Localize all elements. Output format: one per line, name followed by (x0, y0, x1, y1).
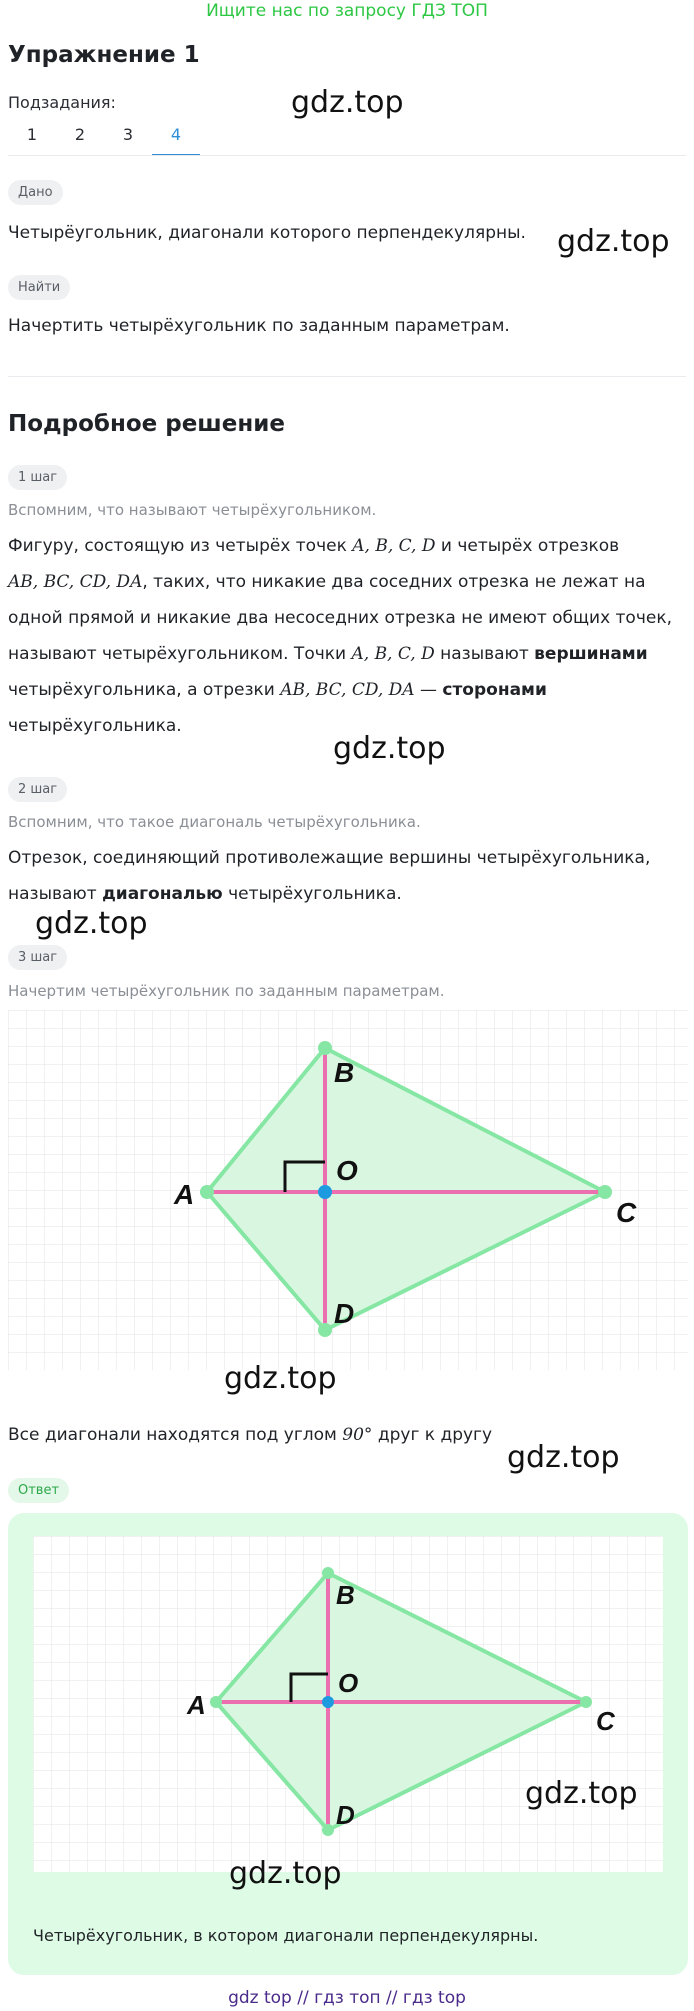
watermark: gdz.top (229, 1856, 342, 1891)
tab-4[interactable]: 4 (152, 124, 200, 156)
vertex-a (210, 1696, 222, 1708)
label-o: O (338, 1668, 359, 1698)
line: Фигуру, состоящую из четырёх точек A, B, C, D и четырёх отрезков (8, 536, 620, 556)
label-o: O (336, 1155, 358, 1186)
answer-badge: Ответ (8, 1478, 69, 1503)
tab-3[interactable]: 3 (122, 125, 134, 144)
footer-links: gdz top // гдз топ // гдз top (228, 1988, 466, 2008)
step-3-conclusion: Все диагонали находятся под углом 90° друг к другу (8, 1425, 493, 1445)
line: одной прямой и никакие два несоседних отрезка не имеют общих точек, (8, 608, 673, 628)
watermark: gdz.top (35, 906, 148, 941)
divider (8, 155, 686, 156)
center-point (322, 1696, 334, 1708)
step-2-badge: 2 шаг (8, 777, 67, 802)
solution-title: Подробное решение (8, 411, 285, 437)
find-badge: Найти (8, 275, 70, 300)
line: четырёхугольника. (8, 716, 182, 736)
answer-text: Четырёхугольник, в котором диагонали перпендекулярны. (33, 1926, 539, 1945)
watermark: gdz.top (333, 731, 446, 766)
center-point (318, 1185, 332, 1199)
answer-figure (33, 1536, 663, 1872)
vertex-b (318, 1041, 332, 1055)
vertex-d (322, 1824, 334, 1836)
vertex-b (322, 1567, 334, 1579)
step-3-badge: 3 шаг (8, 945, 67, 970)
label-c: C (596, 1706, 615, 1736)
subtasks-label: Подзадания: (8, 93, 116, 112)
vertex-a (200, 1185, 214, 1199)
label-c: C (616, 1197, 637, 1228)
watermark: gdz.top (291, 85, 404, 120)
vertex-d (318, 1323, 332, 1337)
tab-2[interactable]: 2 (74, 125, 86, 144)
label-a: A (174, 1179, 195, 1210)
step-2-body (8, 840, 688, 912)
label-a: A (187, 1690, 206, 1720)
step-2-hint: Вспомним, что такое диагональ четырёхугольника. (8, 813, 421, 831)
tab-1[interactable]: 1 (26, 125, 38, 144)
step-1-badge: 1 шаг (8, 465, 67, 490)
step-1-hint: Вспомним, что называют четырёхугольником. (8, 501, 377, 519)
line: AB, BC, CD, DA, таких, что никакие два соседних отрезка не лежат на (8, 572, 646, 592)
divider (8, 376, 686, 377)
label-b: B (334, 1057, 355, 1088)
find-text: Начертить четырёхугольник по заданным параметрам. (8, 316, 510, 336)
watermark: gdz.top (525, 1776, 638, 1811)
step-1-body (8, 528, 688, 744)
watermark: gdz.top (557, 224, 670, 259)
subtask-tabs (8, 124, 200, 156)
exercise-title: Упражнение 1 (8, 42, 200, 68)
line: называют диагональю четырёхугольника. (8, 884, 402, 904)
step-3-hint: Начертим четырёхугольник по заданным параметрам. (8, 982, 445, 1000)
watermark: gdz.top (507, 1440, 620, 1475)
watermark: gdz.top (224, 1361, 337, 1396)
given-text: Четырёугольник, диагонали которого перпендекулярны. (8, 223, 526, 243)
vertex-c (598, 1185, 612, 1199)
given-badge: Дано (8, 180, 63, 205)
line: четырёхугольника, а отрезки AB, BC, CD, DA — сторонами (8, 680, 547, 700)
quadrilateral-figure (8, 1010, 688, 1370)
vertex-c (580, 1696, 592, 1708)
label-b: B (336, 1580, 355, 1610)
search-banner: Ищите нас по запросу ГДЗ ТОП (206, 1, 488, 21)
label-d: D (334, 1298, 355, 1329)
line: называют четырёхугольником. Точки A, B, C, D называют вершинами (8, 644, 648, 664)
line: Отрезок, соединяющий противолежащие вершины четырёхугольника, (8, 848, 651, 868)
label-d: D (336, 1800, 355, 1830)
